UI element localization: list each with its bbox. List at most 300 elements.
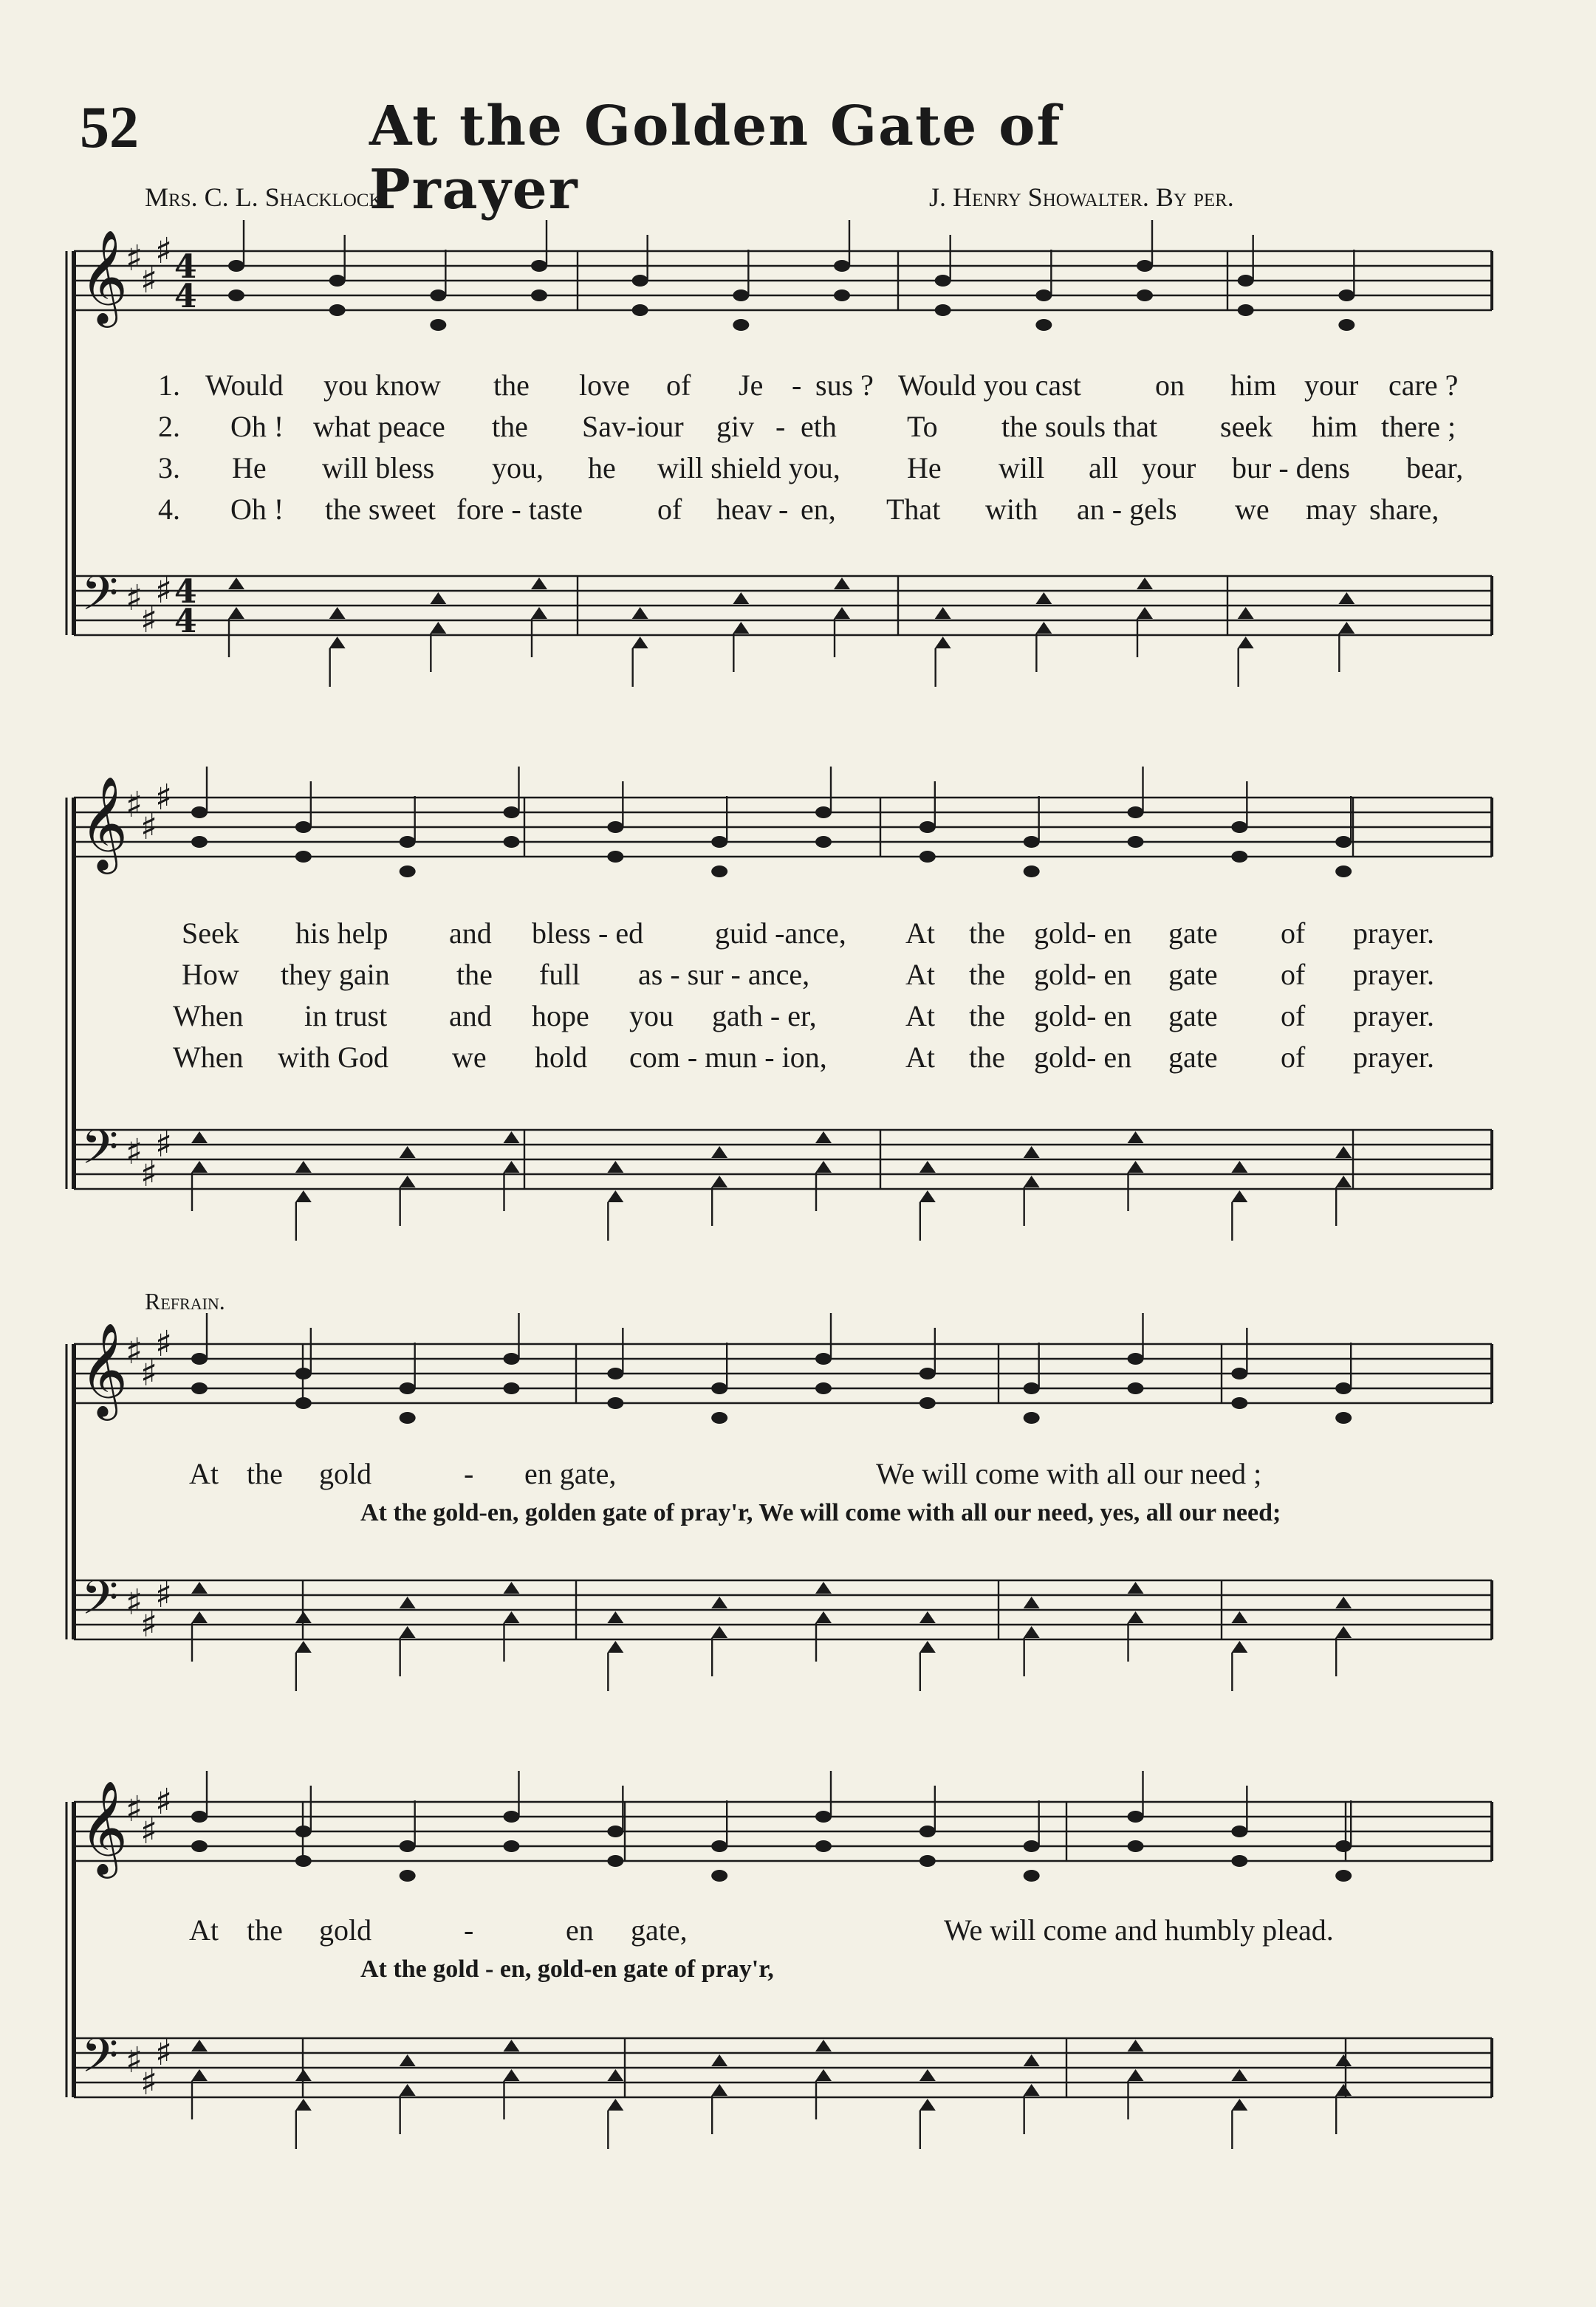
time-signature: 4 bbox=[174, 573, 197, 611]
lyric: bear, bbox=[1406, 451, 1464, 484]
lyric: you, bbox=[492, 451, 544, 484]
note-head bbox=[1335, 1146, 1352, 1158]
note-head bbox=[531, 607, 547, 619]
lyric: Sav-iour bbox=[582, 410, 684, 443]
lyric: an - gels bbox=[1077, 493, 1177, 526]
note-head bbox=[1024, 1597, 1040, 1608]
note-head bbox=[295, 1368, 312, 1379]
note-head bbox=[1335, 2084, 1352, 2096]
note-head bbox=[1231, 1397, 1247, 1409]
lyric: How bbox=[182, 958, 239, 991]
note-head bbox=[1231, 1368, 1247, 1379]
refrain-label: Refrain. bbox=[145, 1288, 225, 1314]
note-head bbox=[607, 2099, 623, 2111]
composer-credit: J. Henry Showalter. By per. bbox=[929, 182, 1234, 212]
verse-3-line bbox=[0, 450, 1596, 487]
sharp-icon: ♯ bbox=[155, 230, 173, 272]
note-head bbox=[400, 1176, 416, 1187]
note-head bbox=[711, 1412, 727, 1424]
lyric: Would bbox=[205, 368, 284, 402]
note-head bbox=[815, 1382, 832, 1394]
sharp-icon: ♯ bbox=[126, 2040, 143, 2081]
note-head bbox=[1024, 865, 1040, 877]
note-head bbox=[329, 275, 346, 287]
note-head bbox=[295, 1611, 312, 1623]
lyric: all bbox=[1089, 451, 1118, 484]
note-head bbox=[1024, 1870, 1040, 1882]
note-head bbox=[329, 304, 346, 316]
lyric: At bbox=[189, 1913, 219, 1947]
note-head bbox=[711, 1840, 727, 1852]
note-head bbox=[1335, 1176, 1352, 1187]
note-head bbox=[400, 2084, 416, 2096]
sharp-icon: ♯ bbox=[126, 577, 143, 619]
lyric: gold- en bbox=[1034, 1041, 1132, 1074]
lyric: the bbox=[969, 1041, 1005, 1074]
lyric: guid -ance, bbox=[715, 916, 846, 950]
note-head bbox=[430, 622, 446, 634]
lyric: of bbox=[666, 368, 691, 402]
note-head bbox=[1024, 1412, 1040, 1424]
note-head bbox=[1128, 2069, 1144, 2081]
time-signature: 4 bbox=[174, 278, 197, 315]
note-head bbox=[815, 1353, 832, 1365]
sharp-icon: ♯ bbox=[155, 1323, 173, 1365]
note-head bbox=[295, 2069, 312, 2081]
note-head bbox=[711, 836, 727, 848]
note-head bbox=[815, 1131, 832, 1143]
note-head bbox=[1035, 289, 1052, 301]
note-head bbox=[1128, 836, 1144, 848]
note-head bbox=[1231, 1161, 1247, 1173]
lyric: We will come and humbly plead. bbox=[944, 1913, 1334, 1947]
lyric: He bbox=[907, 451, 942, 484]
note-head bbox=[733, 319, 749, 331]
treble-clef-icon: 𝄞 bbox=[80, 1780, 129, 1874]
note-head bbox=[295, 2099, 312, 2111]
note-head bbox=[919, 821, 936, 833]
note-head bbox=[228, 260, 244, 272]
lyric: bur - dens bbox=[1232, 451, 1350, 484]
verse-4-line bbox=[0, 492, 1596, 529]
note-head bbox=[815, 1811, 832, 1823]
note-head bbox=[400, 1382, 416, 1394]
note-head bbox=[1231, 1855, 1247, 1867]
note-head bbox=[1338, 622, 1354, 634]
verse-number: 2. bbox=[158, 410, 180, 443]
note-head bbox=[191, 1382, 208, 1394]
lyric: com - mun - ion, bbox=[629, 1041, 827, 1074]
note-head bbox=[1035, 319, 1052, 331]
lyric: on bbox=[1155, 368, 1185, 402]
note-head bbox=[711, 1626, 727, 1638]
lyric: Je bbox=[739, 368, 764, 402]
note-head bbox=[295, 1641, 312, 1653]
note-head bbox=[191, 836, 208, 848]
note-head bbox=[632, 607, 648, 619]
note-head bbox=[1024, 1382, 1040, 1394]
treble-clef-icon: 𝄞 bbox=[80, 775, 129, 870]
lyric: the bbox=[247, 1457, 283, 1490]
note-head bbox=[711, 865, 727, 877]
treble-clef-icon: 𝄞 bbox=[80, 1322, 129, 1416]
lyric: en gate, bbox=[524, 1457, 617, 1490]
lyric: To bbox=[907, 410, 938, 443]
lyric: prayer. bbox=[1353, 916, 1434, 950]
note-head bbox=[1335, 1412, 1352, 1424]
lyric: gold- en bbox=[1034, 916, 1132, 950]
sharp-icon: ♯ bbox=[155, 1124, 173, 1165]
lyric: - bbox=[778, 493, 789, 526]
note-head bbox=[919, 1368, 936, 1379]
note-head bbox=[504, 1611, 520, 1623]
note-head bbox=[834, 289, 850, 301]
note-head bbox=[1035, 622, 1052, 634]
note-head bbox=[191, 1582, 208, 1594]
note-head bbox=[504, 836, 520, 848]
note-head bbox=[400, 1870, 416, 1882]
note-head bbox=[295, 1397, 312, 1409]
note-head bbox=[935, 304, 951, 316]
lyric: gate, bbox=[631, 1913, 688, 1947]
author-credit: Mrs. C. L. Shacklock bbox=[145, 182, 383, 212]
lyric: him bbox=[1312, 410, 1358, 443]
note-head bbox=[504, 806, 520, 818]
note-head bbox=[1137, 607, 1153, 619]
note-head bbox=[1137, 577, 1153, 589]
lyric: gate bbox=[1168, 958, 1218, 991]
lyric: fore - taste bbox=[456, 493, 583, 526]
note-head bbox=[504, 1811, 520, 1823]
lyric: will bless bbox=[322, 451, 435, 484]
lyric: care ? bbox=[1388, 368, 1459, 402]
note-head bbox=[607, 1397, 623, 1409]
note-head bbox=[935, 275, 951, 287]
lyric: your bbox=[1304, 368, 1359, 402]
lyric: full bbox=[539, 958, 580, 991]
note-head bbox=[400, 836, 416, 848]
lyric: and bbox=[449, 916, 492, 950]
verse-2-line bbox=[0, 957, 1596, 994]
note-head bbox=[919, 1641, 936, 1653]
sharp-icon: ♯ bbox=[155, 570, 173, 611]
note-head bbox=[504, 1131, 520, 1143]
hymn-title: At the Golden Gate of Prayer bbox=[369, 95, 1062, 222]
note-head bbox=[919, 2099, 936, 2111]
note-head bbox=[919, 2069, 936, 2081]
note-head bbox=[1128, 1131, 1144, 1143]
note-head bbox=[1128, 1811, 1144, 1823]
lyric: He bbox=[232, 451, 267, 484]
refrain-alto-line: At the gold-en, golden gate of pray'r, We will come with all our need, yes, all our need; bbox=[360, 1499, 1281, 1526]
lyric: we bbox=[452, 1041, 487, 1074]
note-head bbox=[430, 289, 446, 301]
lyric: we bbox=[1235, 493, 1270, 526]
lyric: the bbox=[247, 1913, 283, 1947]
lyric: At bbox=[189, 1457, 219, 1490]
note-head bbox=[815, 1582, 832, 1594]
note-head bbox=[1024, 836, 1040, 848]
lyric: gath - er, bbox=[712, 999, 817, 1032]
note-head bbox=[919, 1397, 936, 1409]
note-head bbox=[733, 622, 749, 634]
lyric: the bbox=[493, 368, 530, 402]
note-head bbox=[815, 806, 832, 818]
lyric: At bbox=[905, 1041, 935, 1074]
note-head bbox=[607, 1611, 623, 1623]
note-head bbox=[1338, 319, 1354, 331]
lyric: Oh ! bbox=[230, 410, 284, 443]
lyric: of bbox=[1281, 999, 1306, 1032]
sharp-icon: ♯ bbox=[140, 1811, 158, 1852]
note-head bbox=[733, 592, 749, 604]
time-signature: 4 bbox=[174, 248, 197, 286]
note-head bbox=[504, 1582, 520, 1594]
note-head bbox=[607, 1641, 623, 1653]
note-head bbox=[191, 2040, 208, 2051]
sharp-icon: ♯ bbox=[140, 1353, 158, 1394]
note-head bbox=[531, 260, 547, 272]
lyric: may bbox=[1306, 493, 1357, 526]
lyric: That bbox=[886, 493, 941, 526]
note-head bbox=[400, 1597, 416, 1608]
note-head bbox=[228, 607, 244, 619]
note-head bbox=[919, 1161, 936, 1173]
lyric: in trust bbox=[304, 999, 388, 1032]
lyric: We will come with all our need ; bbox=[876, 1457, 1262, 1490]
note-head bbox=[1231, 1190, 1247, 1202]
note-head bbox=[1128, 1840, 1144, 1852]
note-head bbox=[504, 2040, 520, 2051]
note-head bbox=[1024, 2084, 1040, 2096]
lyric: - bbox=[792, 368, 802, 402]
sharp-icon: ♯ bbox=[140, 806, 158, 848]
note-head bbox=[607, 851, 623, 863]
sharp-icon: ♯ bbox=[126, 1131, 143, 1173]
note-head bbox=[1231, 821, 1247, 833]
note-head bbox=[1231, 1641, 1247, 1653]
sharp-icon: ♯ bbox=[126, 238, 143, 279]
page-number: 52 bbox=[80, 95, 139, 160]
note-head bbox=[191, 2069, 208, 2081]
lyric: Seek bbox=[182, 916, 239, 950]
lyric: sus ? bbox=[815, 368, 874, 402]
note-head bbox=[1238, 607, 1254, 619]
sharp-icon: ♯ bbox=[140, 600, 158, 641]
lyric: hope bbox=[532, 999, 589, 1032]
note-head bbox=[935, 637, 951, 648]
lyric: the souls that bbox=[1001, 410, 1158, 443]
note-head bbox=[1238, 304, 1254, 316]
lyric: - bbox=[464, 1913, 474, 1947]
lyric: and bbox=[449, 999, 492, 1032]
note-head bbox=[815, 1611, 832, 1623]
lyric: gold bbox=[319, 1913, 372, 1947]
note-head bbox=[711, 1597, 727, 1608]
refrain-soprano-line bbox=[0, 1913, 1596, 1950]
lyric: the bbox=[969, 999, 1005, 1032]
note-head bbox=[834, 607, 850, 619]
bass-clef-icon: 𝄢 bbox=[81, 1120, 119, 1187]
note-head bbox=[1335, 836, 1352, 848]
verse-number: 1. bbox=[158, 368, 180, 402]
note-head bbox=[1024, 2054, 1040, 2066]
note-head bbox=[607, 1190, 623, 1202]
lyric: the sweet bbox=[325, 493, 436, 526]
sharp-icon: ♯ bbox=[155, 777, 173, 818]
note-head bbox=[295, 821, 312, 833]
note-head bbox=[1024, 1626, 1040, 1638]
note-head bbox=[1335, 1626, 1352, 1638]
lyric: you know bbox=[323, 368, 441, 402]
verse-3-line bbox=[0, 998, 1596, 1035]
note-head bbox=[1238, 275, 1254, 287]
lyric: the bbox=[969, 916, 1005, 950]
sharp-icon: ♯ bbox=[126, 784, 143, 826]
note-head bbox=[295, 1855, 312, 1867]
note-head bbox=[632, 304, 648, 316]
sharp-icon: ♯ bbox=[140, 1154, 158, 1195]
note-head bbox=[711, 1176, 727, 1187]
lyric: gate bbox=[1168, 916, 1218, 950]
lyric: the bbox=[456, 958, 493, 991]
lyric: gold- en bbox=[1034, 999, 1132, 1032]
lyric: eth bbox=[801, 410, 837, 443]
note-head bbox=[1024, 1840, 1040, 1852]
lyric: hold bbox=[535, 1041, 588, 1074]
note-head bbox=[295, 851, 312, 863]
lyric: will shield you, bbox=[657, 451, 840, 484]
note-head bbox=[919, 1190, 936, 1202]
verse-number: 4. bbox=[158, 493, 180, 526]
sharp-icon: ♯ bbox=[155, 1781, 173, 1823]
note-head bbox=[1238, 637, 1254, 648]
lyric: prayer. bbox=[1353, 958, 1434, 991]
treble-clef-icon: 𝄞 bbox=[80, 229, 129, 323]
refrain-soprano-line bbox=[0, 1456, 1596, 1493]
note-head bbox=[400, 1840, 416, 1852]
note-head bbox=[919, 851, 936, 863]
verse-1-line bbox=[0, 368, 1596, 405]
note-head bbox=[1338, 289, 1354, 301]
lyric: seek bbox=[1220, 410, 1273, 443]
note-head bbox=[1128, 2040, 1144, 2051]
note-head bbox=[1128, 1611, 1144, 1623]
note-head bbox=[607, 1826, 623, 1837]
note-head bbox=[1024, 1176, 1040, 1187]
lyric: When bbox=[173, 1041, 244, 1074]
note-head bbox=[400, 1412, 416, 1424]
sharp-icon: ♯ bbox=[140, 1604, 158, 1645]
note-head bbox=[607, 821, 623, 833]
lyric: you bbox=[629, 999, 674, 1032]
note-head bbox=[1128, 806, 1144, 818]
note-head bbox=[607, 1368, 623, 1379]
lyric: him bbox=[1230, 368, 1277, 402]
note-head bbox=[400, 2054, 416, 2066]
lyric: he bbox=[588, 451, 616, 484]
note-head bbox=[400, 1626, 416, 1638]
note-head bbox=[191, 1811, 208, 1823]
lyric: of bbox=[1281, 1041, 1306, 1074]
note-head bbox=[504, 1353, 520, 1365]
lyric: with God bbox=[278, 1041, 388, 1074]
note-head bbox=[531, 289, 547, 301]
lyric: of bbox=[657, 493, 682, 526]
note-head bbox=[1231, 1611, 1247, 1623]
lyric: At bbox=[905, 999, 935, 1032]
note-head bbox=[1137, 289, 1153, 301]
note-head bbox=[815, 1840, 832, 1852]
lyric: will bbox=[999, 451, 1045, 484]
verse-2-line bbox=[0, 409, 1596, 446]
lyric: bless - ed bbox=[532, 916, 644, 950]
note-head bbox=[228, 577, 244, 589]
note-head bbox=[430, 592, 446, 604]
lyric: en, bbox=[801, 493, 836, 526]
time-signature: 4 bbox=[174, 603, 197, 640]
note-head bbox=[1128, 1353, 1144, 1365]
lyric: they gain bbox=[281, 958, 390, 991]
note-head bbox=[504, 1840, 520, 1852]
lyric: the bbox=[969, 958, 1005, 991]
note-head bbox=[711, 2054, 727, 2066]
note-head bbox=[1335, 865, 1352, 877]
refrain-alto-line: At the gold - en, gold-en gate of pray'r, bbox=[360, 1955, 774, 1983]
note-head bbox=[919, 1855, 936, 1867]
note-head bbox=[1128, 1382, 1144, 1394]
note-head bbox=[1128, 1161, 1144, 1173]
note-head bbox=[191, 1611, 208, 1623]
note-head bbox=[935, 607, 951, 619]
note-head bbox=[815, 1161, 832, 1173]
note-head bbox=[1231, 2099, 1247, 2111]
note-head bbox=[607, 1161, 623, 1173]
note-head bbox=[711, 1382, 727, 1394]
note-head bbox=[1231, 2069, 1247, 2081]
note-head bbox=[400, 1146, 416, 1158]
lyric: love bbox=[579, 368, 630, 402]
note-head bbox=[834, 577, 850, 589]
note-head bbox=[815, 2040, 832, 2051]
note-head bbox=[1335, 2054, 1352, 2066]
lyric: your bbox=[1142, 451, 1196, 484]
note-head bbox=[711, 1146, 727, 1158]
note-head bbox=[919, 1826, 936, 1837]
lyric: gold- en bbox=[1034, 958, 1132, 991]
lyric: his help bbox=[295, 916, 388, 950]
sharp-icon: ♯ bbox=[126, 1582, 143, 1623]
sharp-icon: ♯ bbox=[140, 2062, 158, 2103]
note-head bbox=[711, 1870, 727, 1882]
lyric: what peace bbox=[313, 410, 445, 443]
note-head bbox=[834, 260, 850, 272]
note-head bbox=[815, 2069, 832, 2081]
lyric: with bbox=[985, 493, 1038, 526]
verse-number: 3. bbox=[158, 451, 180, 484]
lyric: prayer. bbox=[1353, 1041, 1434, 1074]
note-head bbox=[1335, 1840, 1352, 1852]
lyric: en bbox=[566, 1913, 594, 1947]
note-head bbox=[430, 319, 446, 331]
note-head bbox=[191, 1840, 208, 1852]
note-head bbox=[733, 289, 749, 301]
note-head bbox=[607, 1855, 623, 1867]
note-head bbox=[531, 577, 547, 589]
note-head bbox=[1137, 260, 1153, 272]
note-head bbox=[295, 1190, 312, 1202]
lyric: gold bbox=[319, 1457, 372, 1490]
